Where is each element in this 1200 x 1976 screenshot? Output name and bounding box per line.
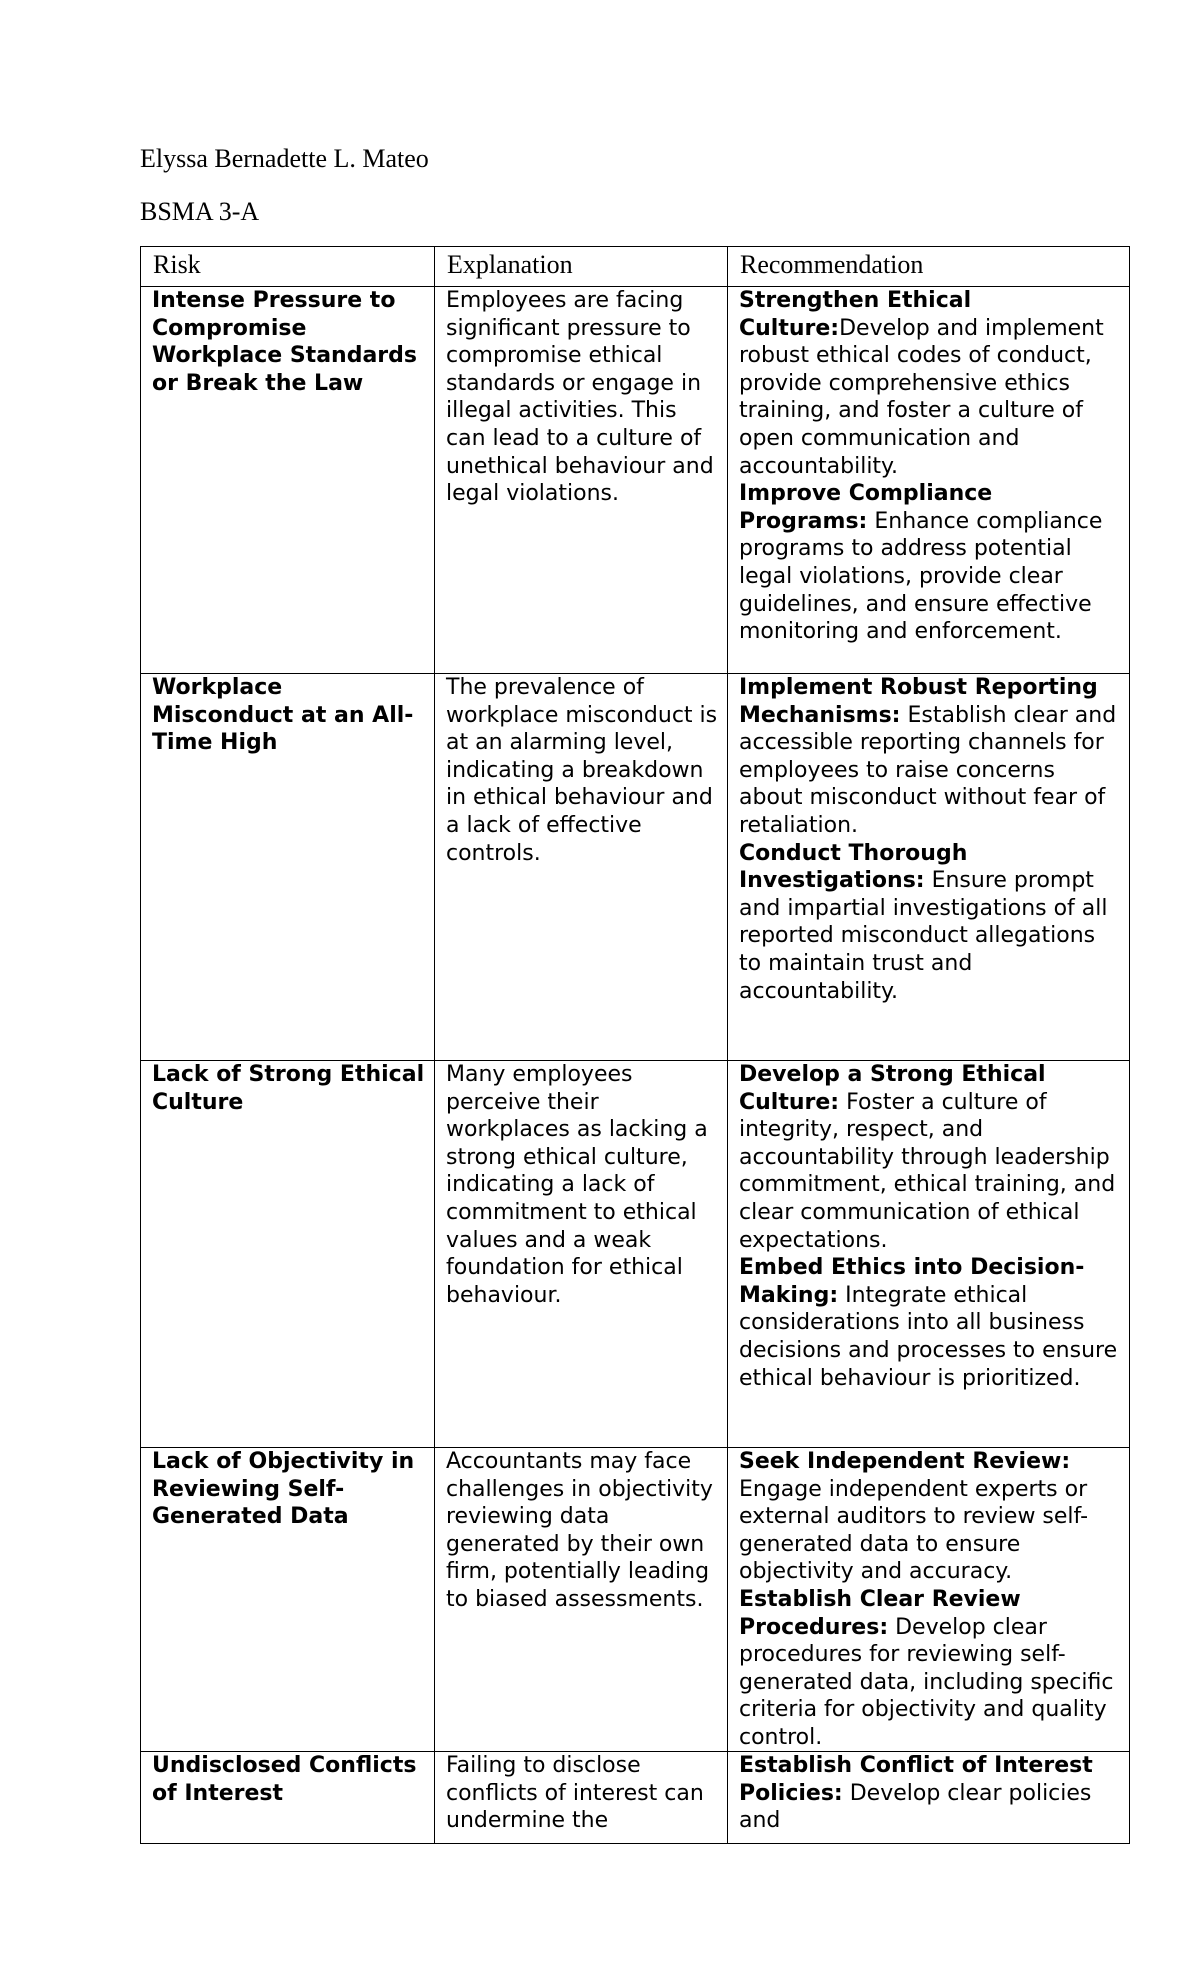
recommendation-title: Develop a Strong Ethical Culture:: [739, 1062, 1046, 1115]
risk-cell: [141, 1752, 435, 1844]
recommendation-item: [739, 1254, 1123, 1392]
table-row: [141, 1448, 1130, 1752]
risk-text: Lack of Strong Ethical Culture: [152, 1062, 425, 1115]
student-name: Elyssa Bernadette L. Mateo: [140, 144, 429, 173]
column-header-risk: Risk: [141, 247, 435, 287]
recommendation-item: [739, 287, 1123, 480]
recommendation-title: Seek Independent Review:: [739, 1449, 1071, 1474]
recommendation-item: [739, 1448, 1123, 1586]
explanation-text: Employees are facing significant pressure to compromise ethical standards or engage in illegal activities. This can lead to a culture of unethical behaviour and legal violations.: [446, 288, 714, 507]
explanation-cell: [435, 1448, 728, 1752]
risk-cell: [141, 1448, 435, 1752]
recommendation-cell: [728, 674, 1130, 1061]
recommendation-title: Embed Ethics into Decision-Making:: [739, 1255, 1085, 1308]
table-row: [141, 674, 1130, 1061]
recommendation-title: Establish Clear Review Procedures:: [739, 1586, 1021, 1640]
risk-text: Lack of Objectivity in Reviewing Self-Generated Data: [152, 1449, 415, 1530]
table-row: [141, 287, 1130, 674]
recommendation-cell: [728, 1752, 1130, 1844]
recommendation-cell: [728, 1061, 1130, 1448]
recommendation-item: [739, 674, 1123, 840]
recommendation-item: [739, 1061, 1123, 1254]
recommendation-title: Conduct Thorough Investigations:: [739, 840, 968, 894]
column-header-recommendation: Recommendation: [728, 247, 1130, 287]
recommendation-text: Develop clear procedures for reviewing self-generated data, including specific criteria for objectivity and quality control.: [739, 1614, 1114, 1750]
recommendation-text: Establish clear and accessible reporting channels for employees to raise concerns about misconduct without fear of retaliation.: [739, 702, 1117, 838]
risk-text: Intense Pressure to Compromise Workplace Standards or Break the Law: [152, 288, 417, 396]
recommendation-title: Strengthen Ethical Culture:: [739, 288, 972, 341]
recommendation-item: [739, 1752, 1123, 1835]
explanation-text: The prevalence of workplace misconduct is at an alarming level, indicating a breakdown in ethical behaviour and a lack of effective controls.: [446, 675, 718, 866]
explanation-text: Accountants may face challenges in objectivity reviewing data generated by their own firm, potentially leading to biased assessments.: [446, 1449, 713, 1612]
risk-text: Undisclosed Conflicts of Interest: [152, 1753, 417, 1806]
recommendation-text: Engage independent experts or external auditors to review self-generated data to ensure objectivity and accuracy.: [739, 1476, 1089, 1585]
explanation-text: Many employees perceive their workplaces as lacking a strong ethical culture, indicating a lack of commitment to ethical values and a weak foundation for ethical behaviour.: [446, 1062, 708, 1308]
risk-cell: [141, 287, 435, 674]
recommendation-text: Develop clear policies and: [739, 1780, 1092, 1834]
recommendation-title: Establish Conflict of Interest Policies:: [739, 1753, 1093, 1806]
explanation-text: Failing to disclose conflicts of interest can undermine the: [446, 1753, 704, 1834]
class-section: BSMA 3-A: [140, 197, 260, 226]
recommendation-item: [739, 840, 1123, 1006]
recommendation-cell: [728, 287, 1130, 674]
table-row: [141, 1752, 1130, 1844]
recommendation-item: [739, 480, 1123, 646]
table-row: [141, 1061, 1130, 1448]
recommendation-text: Enhance compliance programs to address potential legal violations, provide clear guidelines, and ensure effective monitoring and enforcement.: [739, 508, 1103, 645]
recommendation-cell: [728, 1448, 1130, 1752]
recommendation-item: [739, 1586, 1123, 1751]
recommendation-text: Ensure prompt and impartial investigations of all reported misconduct allegations to maintain trust and accountability.: [739, 868, 1108, 1004]
recommendation-text: Integrate ethical considerations into all business decisions and processes to ensure ethical behaviour is prioritized.: [739, 1282, 1118, 1391]
recommendation-title: Implement Robust Reporting Mechanisms:: [739, 675, 1098, 728]
recommendation-title: Improve Compliance Programs:: [739, 481, 993, 534]
explanation-cell: [435, 674, 728, 1061]
risk-table: [140, 246, 1130, 1844]
explanation-cell: [435, 1752, 728, 1844]
risk-cell: [141, 1061, 435, 1448]
recommendation-text: Foster a culture of integrity, respect, and accountability through leadership commitment, ethical training, and clear communication of ethical expectations.: [739, 1089, 1116, 1253]
risk-cell: [141, 674, 435, 1061]
recommendation-text: Develop and implement robust ethical codes of conduct, provide comprehensive ethics training, and foster a culture of open communication and accountability.: [739, 315, 1104, 479]
table-header-row: [141, 247, 1130, 287]
explanation-cell: [435, 287, 728, 674]
column-header-explanation: Explanation: [435, 247, 728, 287]
explanation-cell: [435, 1061, 728, 1448]
risk-text: Workplace Misconduct at an All-Time High: [152, 675, 414, 756]
